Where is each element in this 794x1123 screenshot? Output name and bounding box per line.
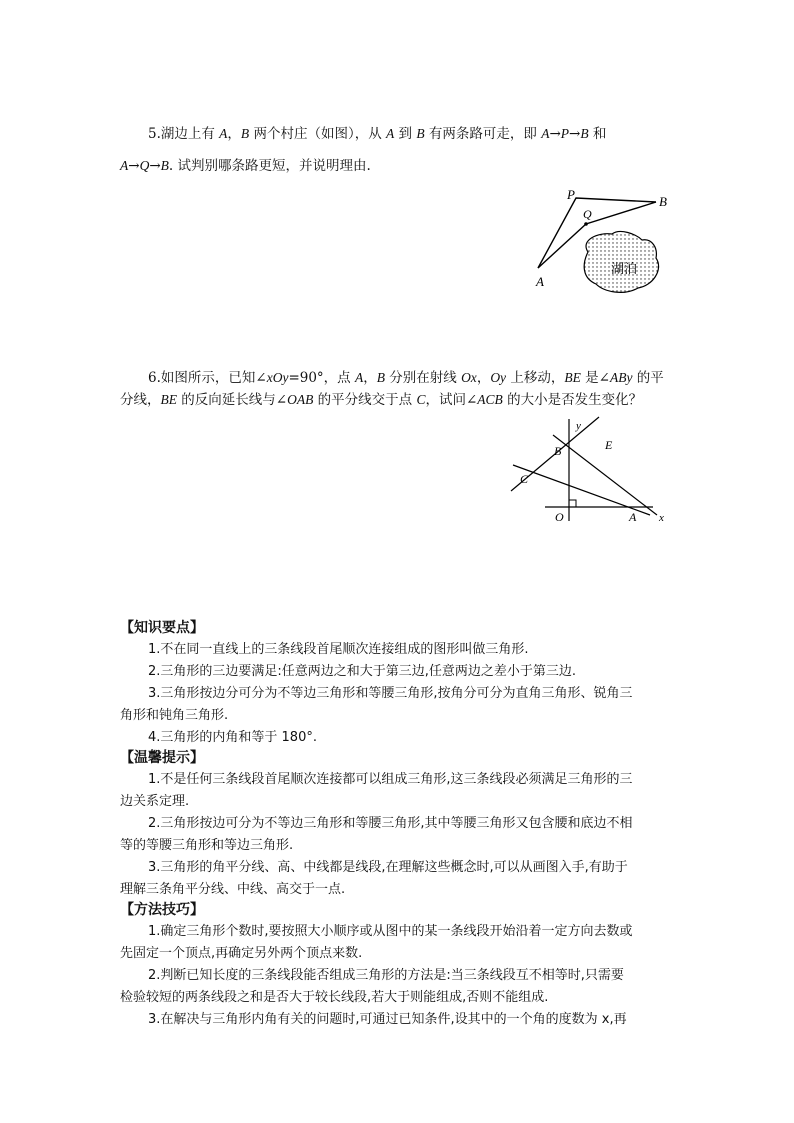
knowledge-line: 4.三角形的内角和等于 180°.	[148, 730, 317, 745]
label-b: B	[554, 444, 562, 458]
text-run: 上移动，	[506, 370, 565, 386]
tips-line: 2.三角形按边可分为不等边三角形和等腰三角形,其中等腰三角形又包含腰和底边不相	[148, 816, 633, 831]
text-run: 两个村庄（如图），从	[249, 126, 387, 142]
text-run: . 试判别哪条路更短，并说明理由.	[168, 158, 371, 174]
text-run: 的大小是否发生变化？	[502, 392, 643, 408]
var-acb: ACB	[477, 392, 503, 407]
label-o: O	[555, 510, 564, 524]
text-run: 分线，	[120, 392, 161, 408]
knowledge-line: 角形和钝角三角形.	[120, 708, 229, 723]
label-a: A	[629, 510, 637, 524]
var-b: B	[580, 126, 589, 141]
problem5-line2	[120, 156, 371, 176]
text-run: 5.湖边上有	[148, 126, 220, 142]
var-be: BE	[564, 370, 581, 385]
var-a: A	[541, 126, 550, 141]
label-q: Q	[583, 207, 592, 221]
methods-line: 检验较短的两条线段之和是否大于较长线段,若大于则能组成,否则不能组成.	[120, 990, 549, 1005]
text-run: 的平	[632, 370, 664, 386]
var-xoy: xOy	[266, 370, 289, 385]
text-run: 6.如图所示，已知∠	[148, 370, 267, 386]
text-run: ，试问∠	[425, 392, 478, 408]
var-p: P	[560, 126, 570, 141]
var-a: A	[386, 126, 395, 141]
label-p: P	[567, 187, 575, 202]
tips-line: 3.三角形的角平分线、高、中线都是线段,在理解这些概念时,可以从画图入手,有助于	[148, 860, 628, 875]
methods-line: 1.确定三角形个数时,要按照大小顺序或从图中的某一条线段开始沿着一定方向去数或	[148, 924, 633, 939]
var-b: B	[416, 126, 425, 141]
var-c: C	[416, 392, 426, 407]
problem6-line2	[120, 390, 642, 410]
var-oab: OAB	[287, 392, 314, 407]
problem5-line1	[148, 124, 606, 144]
text-run: 的反向延长线与∠	[177, 392, 288, 408]
label-b: B	[659, 194, 667, 209]
var-b: B	[240, 126, 250, 141]
var-a: A	[219, 126, 228, 141]
var-a: A	[354, 370, 364, 385]
knowledge-line: 3.三角形按边分可分为不等边三角形和等腰三角形,按角分可分为直角三角形、锐角三	[148, 686, 633, 701]
text-run: ，	[476, 370, 491, 386]
tips-line: 1.不是任何三条线段首尾顺次连接都可以组成三角形,这三条线段必须满足三角形的三	[148, 772, 633, 787]
var-q: Q	[139, 158, 150, 173]
text-run: 是∠	[580, 370, 610, 386]
problem6-line1	[148, 368, 664, 388]
right-angle-mark	[569, 500, 576, 507]
var-aby: ABy	[609, 370, 633, 385]
methods-line: 3.在解决与三角形内角有关的问题时,可通过已知条件,设其中的一个角的度数为 x,再	[148, 1012, 627, 1027]
arrow: →	[549, 126, 561, 142]
point-q	[584, 222, 588, 226]
arrow: →	[149, 158, 161, 174]
text-run: ，	[363, 370, 377, 386]
text-run: ，	[227, 126, 241, 142]
label-c: C	[520, 472, 529, 486]
lake-villages-figure	[520, 182, 680, 297]
label-y: y	[576, 420, 581, 432]
text-run: 到	[394, 126, 417, 142]
label-e: E	[605, 438, 613, 452]
var-a: A	[120, 158, 129, 173]
lake-label: 湖泊	[611, 262, 638, 277]
var-b: B	[376, 370, 385, 385]
text-run: =90°，点	[288, 370, 355, 386]
knowledge-line: 1.不在同一直线上的三条线段首尾顺次连接组成的图形叫做三角形.	[148, 642, 529, 657]
tips-heading: 【温馨提示】	[120, 750, 204, 766]
angle-bisector-figure	[505, 415, 680, 527]
var-oy: Oy	[490, 370, 507, 385]
text-run: 和	[588, 126, 607, 142]
label-a: A	[536, 274, 544, 289]
arrow: →	[128, 158, 140, 174]
var-ox: Ox	[461, 370, 477, 385]
tips-line: 边关系定理.	[120, 794, 190, 809]
text-run: 有两条路可走，即	[424, 126, 542, 142]
knowledge-line: 2.三角形的三边要满足:任意两边之和大于第三边,任意两边之差小于第三边.	[148, 664, 577, 679]
var-be: BE	[160, 392, 177, 407]
tips-line: 等的等腰三角形和等边三角形.	[120, 838, 294, 853]
text-run: 的平分线交于点	[313, 392, 417, 408]
methods-heading: 【方法技巧】	[120, 902, 204, 918]
tips-line: 理解三条角平分线、中线、高交于一点.	[120, 882, 346, 897]
arrow: →	[569, 126, 581, 142]
methods-line: 2.判断已知长度的三条线段能否组成三角形的方法是:当三条线段互不相等时,只需要	[148, 968, 624, 983]
label-x: x	[659, 512, 664, 524]
text-run: 分别在射线	[384, 370, 462, 386]
methods-line: 先固定一个顶点,再确定另外两个顶点来数.	[120, 946, 363, 961]
knowledge-heading: 【知识要点】	[120, 620, 204, 636]
var-b: B	[160, 158, 169, 173]
